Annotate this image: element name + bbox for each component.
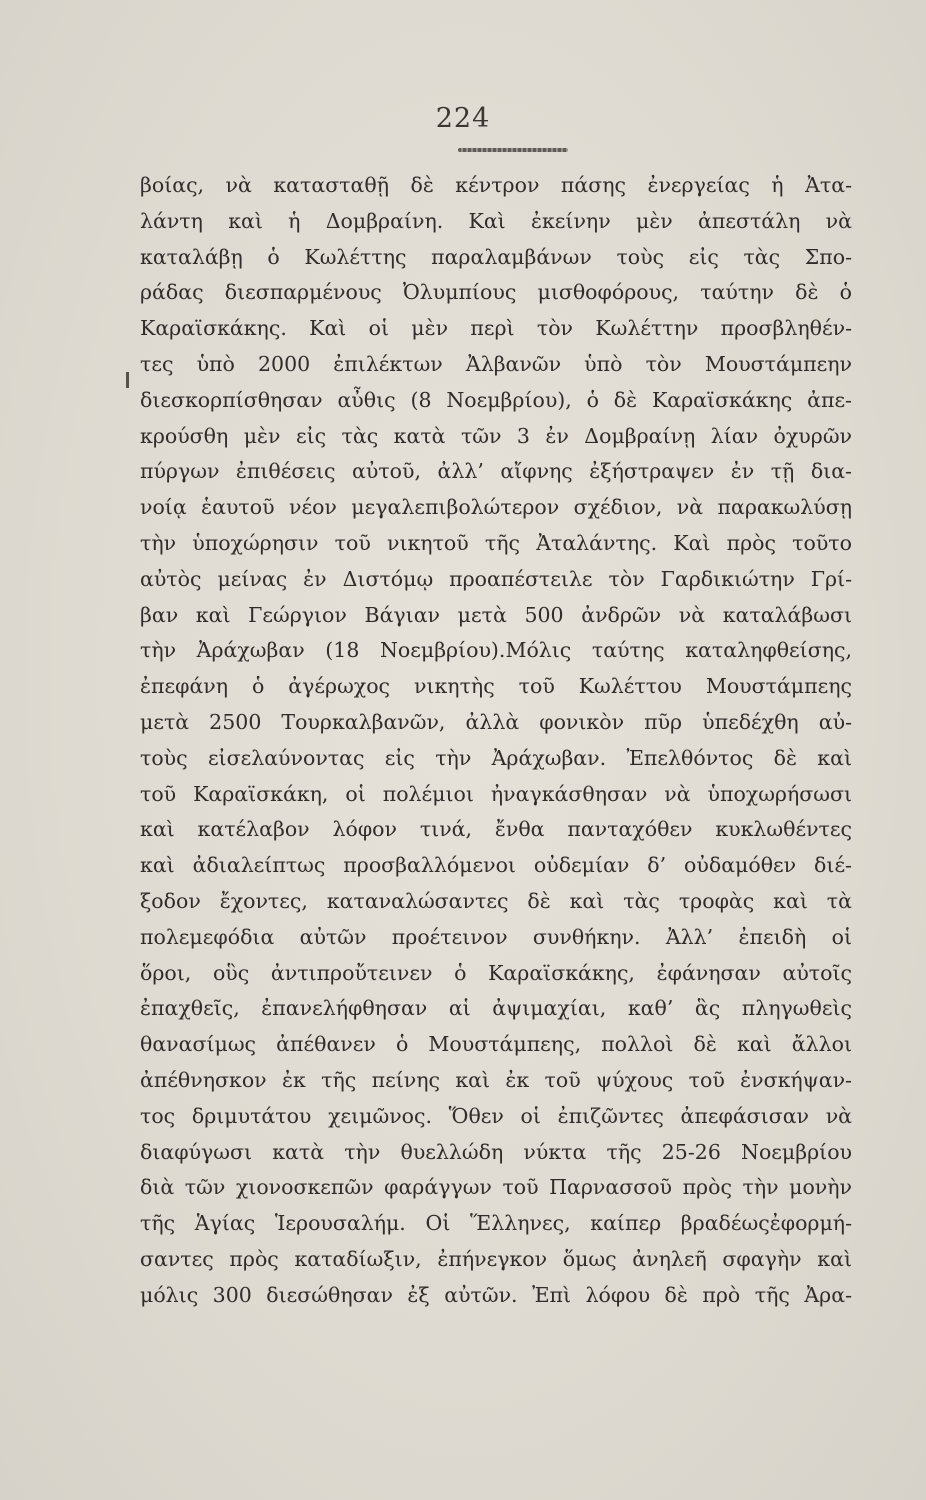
text-line: τῆς Ἁγίας Ἱερουσαλήμ. Οἱ Ἕλληνες, καίπερ βραδέωςἐφορμή- — [140, 1211, 852, 1236]
text-line: τοὺς εἰσελαύνοντας εἰς τὴν Ἀράχωβαν. Ἐπελθόντος δὲ καὶ — [140, 745, 852, 770]
text-line: διὰ τῶν χιονοσκεπῶν φαράγγων τοῦ Παρνασσοῦ πρὸς τὴν μονὴν — [140, 1175, 852, 1200]
text-line: ἐπαχθεῖς, ἐπανελήφθησαν αἱ ἀψιμαχίαι, καθ’ ἃς πληγωθεὶς — [140, 996, 852, 1021]
body-text — [140, 168, 852, 1314]
text-line: τὴν Ἀράχωβαν (18 Νοεμβρίου).Μόλις ταύτης καταληφθείσης, — [140, 638, 852, 663]
margin-mark — [126, 372, 129, 388]
text-line: τὴν ὑποχώρησιν τοῦ νικητοῦ τῆς Ἀταλάντης. Καὶ πρὸς τοῦτο — [140, 530, 852, 555]
text-line: θανασίμως ἀπέθανεν ὁ Μουστάμπεης, πολλοὶ δὲ καὶ ἄλλοι — [140, 1032, 852, 1057]
text-line: τος δριμυτάτου χειμῶνος. Ὅθεν οἱ ἐπιζῶντες ἀπεφάσισαν νὰ — [140, 1103, 852, 1128]
text-line: μετὰ 2500 Τουρκαλβανῶν, ἀλλὰ φονικὸν πῦρ ὑπεδέχθη αὐ- — [140, 709, 852, 734]
text-line: σαντες πρὸς καταδίωξιν, ἐπήνεγκον ὅμως ἀνηλεῆ σφαγὴν καὶ — [140, 1246, 852, 1271]
text-line: βοίας, νὰ κατασταθῇ δὲ κέντρον πάσης ἐνεργείας ἡ Ἀτα- — [140, 173, 852, 197]
text-line: πύργων ἐπιθέσεις αὐτοῦ, ἀλλ’ αἴφνης ἐξήστραψεν ἐν τῇ δια- — [140, 459, 852, 484]
text-line: τες ὑπὸ 2000 ἐπιλέκτων Ἀλβανῶν ὑπὸ τὸν Μουστάμπεην — [140, 351, 852, 376]
text-line: διεσκορπίσθησαν αὖθις (8 Νοεμβρίου), ὁ δὲ Καραϊσκάκης ἀπε- — [140, 387, 852, 412]
text-line: Καραϊσκάκης. Καὶ οἱ μὲν περὶ τὸν Κωλέττην προσβληθέν- — [140, 316, 852, 341]
text-line: ξοδον ἔχοντες, καταναλώσαντες δὲ καὶ τὰς τροφὰς καὶ τὰ — [140, 888, 852, 913]
text-line: αὐτὸς μείνας ἐν Διστόμῳ προαπέστειλε τὸν Γαρδικιώτην Γρί- — [140, 566, 852, 591]
text-line: πολεμεφόδια αὐτῶν προέτεινον συνθήκην. Ἀλλ’ ἐπειδὴ οἱ — [140, 924, 852, 949]
text-line: διαφύγωσι κατὰ τὴν θυελλώδη νύκτα τῆς 25-26 Νοεμβρίου — [140, 1139, 852, 1164]
text-line: ράδας διεσπαρμένους Ὀλυμπίους μισθοφόρους, ταύτην δὲ ὁ — [140, 280, 852, 305]
text-line: ἀπέθνησκον ἐκ τῆς πείνης καὶ ἐκ τοῦ ψύχους τοῦ ἐνσκήψαν- — [140, 1067, 852, 1092]
text-line: κρούσθη μὲν εἰς τὰς κατὰ τῶν 3 ἐν Δομβραίνῃ λίαν ὀχυρῶν — [140, 423, 852, 448]
text-line: καταλάβῃ ὁ Κωλέττης παραλαμβάνων τοὺς εἰς τὰς Σπο- — [140, 244, 852, 269]
text-line: ὅροι, οὓς ἀντιπροὔτεινεν ὁ Καραϊσκάκης, ἐφάνησαν αὐτοῖς — [140, 960, 852, 985]
text-line: λάντη καὶ ἡ Δομβραίνη. Καὶ ἐκείνην μὲν ἀπεστάλη νὰ — [140, 208, 852, 233]
text-line: τοῦ Καραϊσκάκη, οἱ πολέμιοι ἠναγκάσθησαν νὰ ὑποχωρήσωσι — [140, 781, 852, 806]
decorative-rule — [458, 148, 568, 152]
text-line: ἐπεφάνη ὁ ἀγέρωχος νικητὴς τοῦ Κωλέττου Μουστάμπεης — [140, 674, 852, 699]
text-line: καὶ ἀδιαλείπτως προσβαλλόμενοι οὐδεμίαν δ’ οὐδαμόθεν διέ- — [140, 853, 852, 878]
text-line: καὶ κατέλαβον λόφον τινά, ἔνθα πανταχόθεν κυκλωθέντες — [140, 817, 852, 842]
page-number: 224 — [435, 103, 491, 134]
text-line: νοίᾳ ἑαυτοῦ νέον μεγαλεπιβολώτερον σχέδιον, νὰ παρακωλύσῃ — [140, 495, 852, 520]
text-line: μόλις 300 διεσώθησαν ἐξ αὐτῶν. Ἐπὶ λόφου δὲ πρὸ τῆς Ἀρα- — [140, 1282, 852, 1307]
text-line: βαν καὶ Γεώργιον Βάγιαν μετὰ 500 ἀνδρῶν νὰ καταλάβωσι — [140, 602, 852, 627]
